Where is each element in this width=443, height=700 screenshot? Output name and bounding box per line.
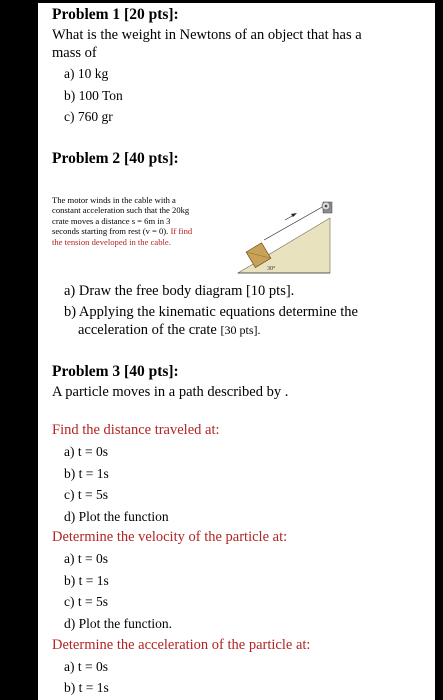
problem2-part-b-pts: [30 pts]. <box>220 323 261 337</box>
section1-item-c: c) t = 5s <box>64 487 108 502</box>
section2-item-c: c) t = 5s <box>64 594 108 609</box>
section3-item-b: b) t = 1s <box>64 680 109 695</box>
angle-label: 30° <box>267 266 276 272</box>
problem2-part-b-line2 <box>78 322 261 339</box>
figure-caption-line4 <box>52 226 192 236</box>
problem1-question-line2: mass of <box>52 45 97 61</box>
section2-item-a: a) t = 0s <box>64 551 108 566</box>
problem3-intro: A particle moves in a path described by . <box>52 384 289 400</box>
problem2-heading: Problem 2 [40 pts]: <box>52 150 179 167</box>
pulley-hub <box>325 205 328 208</box>
problem1-heading: Problem 1 [20 pts]: <box>52 6 179 23</box>
problem1-option-c: c) 760 gr <box>64 109 113 124</box>
problem3-heading: Problem 3 [40 pts]: <box>52 363 179 380</box>
problem1-option-b: b) 100 Ton <box>64 88 123 103</box>
section1-item-d: d) Plot the function <box>64 509 169 524</box>
incline-ramp <box>238 218 330 273</box>
problem2-part-b-line1: b) Applying the kinematic equations determine the <box>64 304 358 320</box>
figure-caption-line4-black: seconds starting from rest (v = 0). <box>52 226 171 237</box>
figure-caption-line4-red: If find <box>170 226 193 237</box>
problem2-part-b-line2-main: acceleration of the crate <box>78 322 221 338</box>
figure-caption <box>52 195 192 247</box>
problem3-section3-title: Determine the acceleration of the particle at: <box>52 637 311 653</box>
problem3-section2-title: Determine the velocity of the particle at: <box>52 529 288 545</box>
problem2-part-a: a) Draw the free body diagram [10 pts]. <box>64 283 295 299</box>
problem1-option-a: a) 10 kg <box>64 66 109 81</box>
top-border <box>0 0 443 3</box>
section1-item-b: b) t = 1s <box>64 466 109 481</box>
figure-caption-line1: The motor winds in the cable with a <box>52 195 176 205</box>
section2-item-d: d) Plot the function. <box>64 616 172 631</box>
figure-caption-line5: the tension developed in the cable. <box>52 236 171 247</box>
right-border <box>435 0 443 700</box>
section3-item-a: a) t = 0s <box>64 659 108 674</box>
section2-item-b: b) t = 1s <box>64 573 109 588</box>
section1-item-a: a) t = 0s <box>64 444 108 459</box>
problem1-question-line1: What is the weight in Newtons of an object that has a <box>52 27 362 43</box>
left-border <box>0 0 38 700</box>
crate-incline-figure <box>234 194 333 274</box>
figure-caption-line3: crate moves a distance s = 6m in 3 <box>52 215 171 226</box>
problem3-section1-title: Find the distance traveled at: <box>52 422 220 438</box>
figure-caption-line2: constant acceleration such that the 20kg <box>52 205 190 216</box>
